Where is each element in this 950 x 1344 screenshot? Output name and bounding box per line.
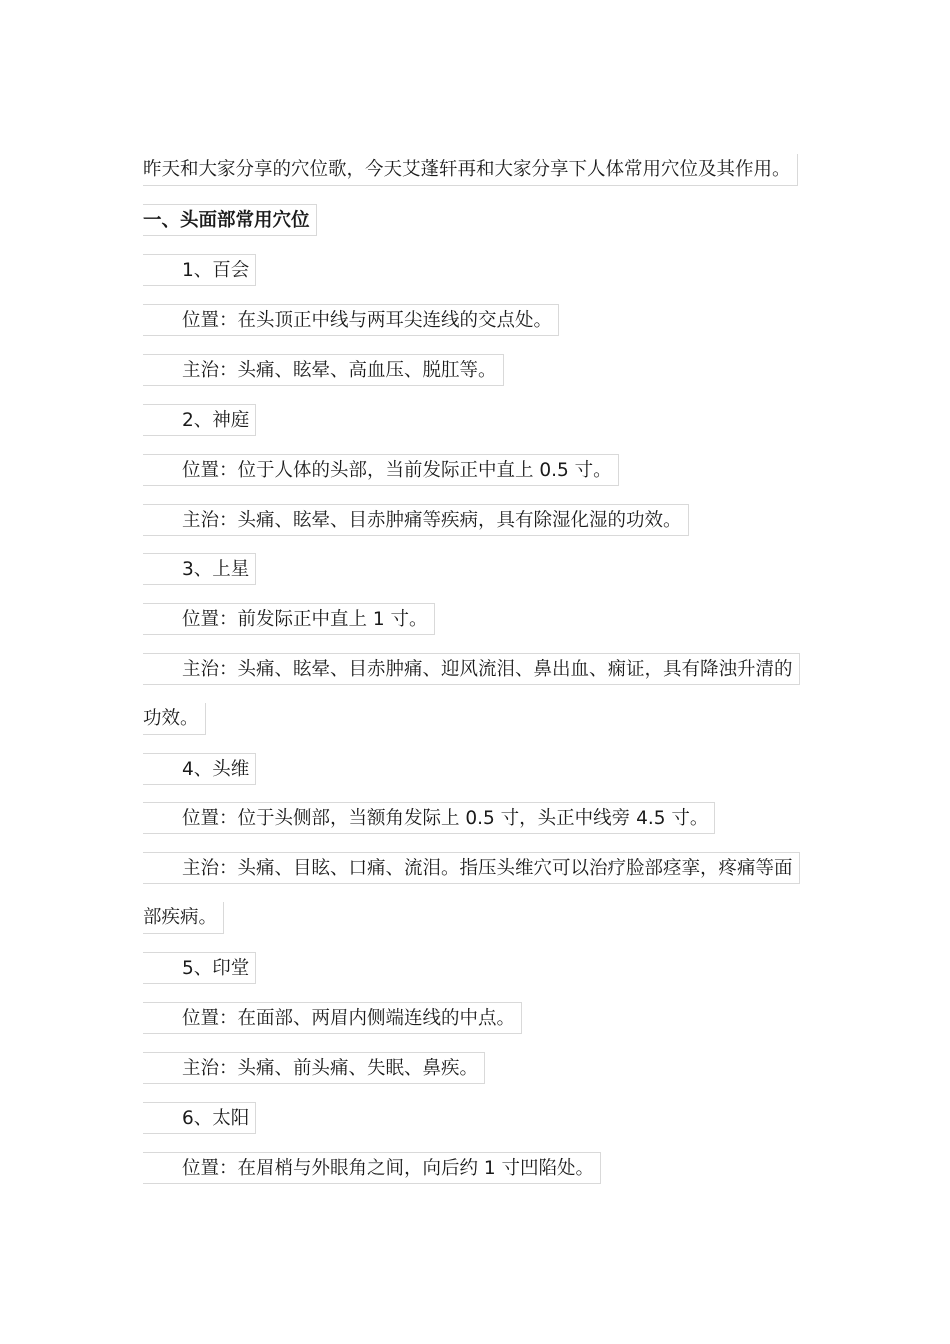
acupoint-title-shangxing: 3、上星	[143, 553, 256, 585]
acupoint-title-shenting: 2、神庭	[143, 404, 256, 436]
acupoint-treatment-shangxing-line2: 功效。	[143, 703, 206, 735]
acupoint-position-shangxing: 位置：前发际正中直上 1 寸。	[143, 603, 435, 635]
section-heading: 一、头面部常用穴位	[143, 204, 317, 236]
acupoint-treatment-shangxing-line1: 主治：头痛、眩晕、目赤肿痛、迎风流泪、鼻出血、痫证，具有降浊升清的	[143, 653, 800, 685]
acupoint-title-taiyang: 6、太阳	[143, 1102, 256, 1134]
acupoint-title-yintang: 5、印堂	[143, 952, 256, 984]
acupoint-position-taiyang: 位置：在眉梢与外眼角之间，向后约 1 寸凹陷处。	[143, 1152, 601, 1184]
acupoint-treatment-touwei-line1: 主治：头痛、目眩、口痛、流泪。指压头维穴可以治疗脸部痉挛，疼痛等面	[143, 852, 800, 884]
acupoint-position-yintang: 位置：在面部、两眉内侧端连线的中点。	[143, 1002, 522, 1034]
acupoint-treatment-baihui: 主治：头痛、眩晕、高血压、脱肛等。	[143, 354, 504, 386]
acupoint-title-baihui: 1、百会	[143, 254, 256, 286]
acupoint-treatment-shenting: 主治：头痛、眩晕、目赤肿痛等疾病，具有除湿化湿的功效。	[143, 504, 689, 536]
acupoint-treatment-touwei-line2: 部疾病。	[143, 902, 224, 934]
acupoint-position-baihui: 位置：在头顶正中线与两耳尖连线的交点处。	[143, 304, 559, 336]
intro-paragraph: 昨天和大家分享的穴位歌，今天艾蓬轩再和大家分享下人体常用穴位及其作用。	[143, 154, 798, 186]
acupoint-position-shenting: 位置：位于人体的头部，当前发际正中直上 0.5 寸。	[143, 454, 619, 486]
acupoint-position-touwei: 位置：位于头侧部，当额角发际上 0.5 寸，头正中线旁 4.5 寸。	[143, 802, 715, 834]
acupoint-treatment-yintang: 主治：头痛、前头痛、失眠、鼻疾。	[143, 1052, 485, 1084]
acupoint-title-touwei: 4、头维	[143, 753, 256, 785]
